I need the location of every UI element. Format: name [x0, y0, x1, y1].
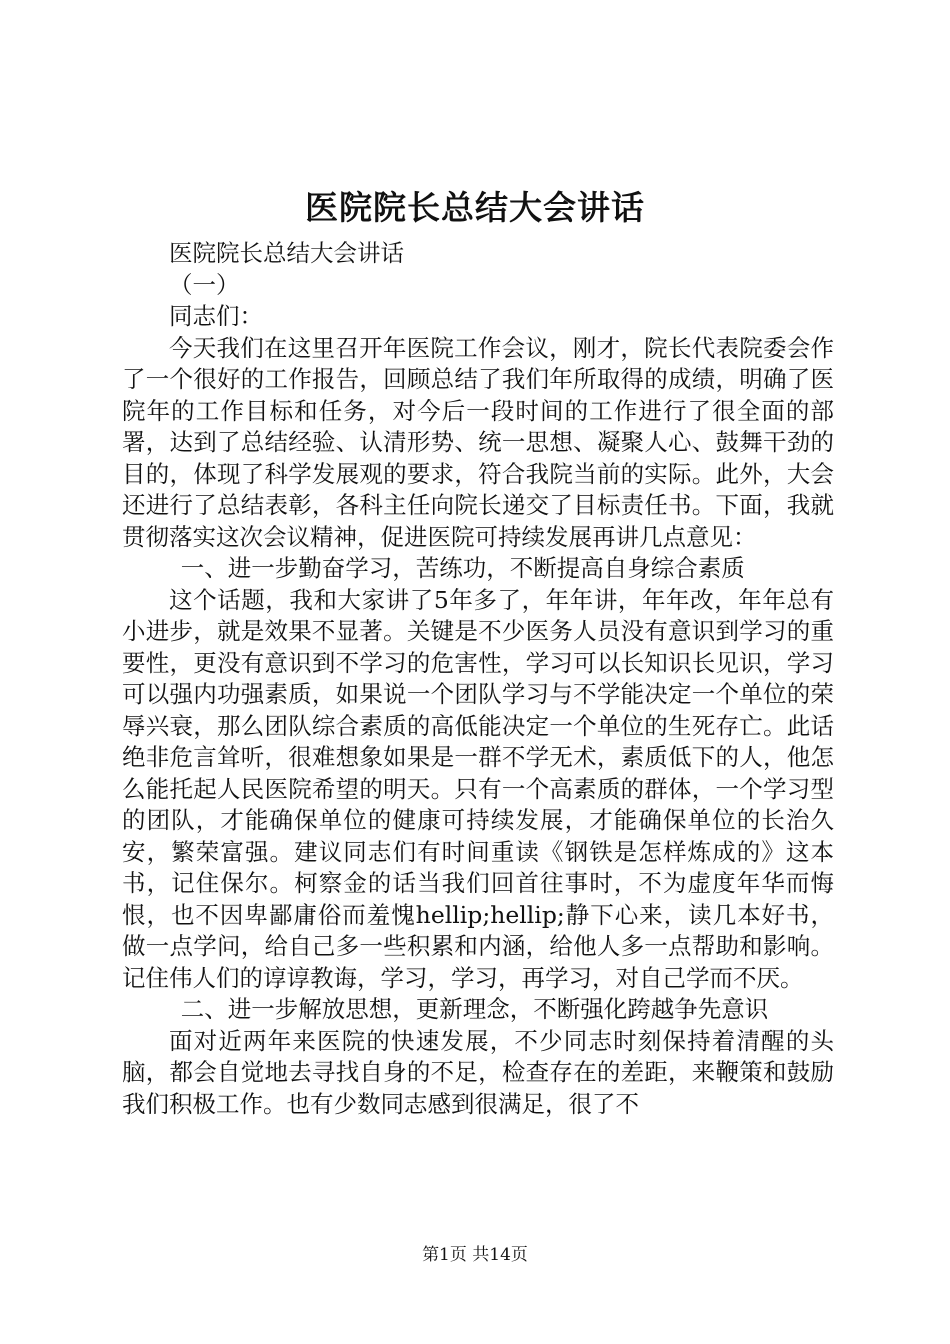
body-paragraph: 面对近两年来医院的快速发展，不少同志时刻保持着清醒的头脑，都会自觉地去寻找自身的不足，检查存在的差距，来鞭策和鼓励我们积极工作。也有少数同志感到很满足，很了不	[122, 1026, 834, 1118]
salutation: 同志们：	[169, 302, 263, 330]
page-number-footer: 第1页 共14页	[422, 1245, 528, 1265]
section-heading: 二、进一步解放思想，更新理念，不断强化跨越争先意识	[180, 995, 769, 1023]
body-paragraph: 今天我们在这里召开年医院工作会议，刚才，院长代表院委会作了一个很好的工作报告，回顾总结了我们年所取得的成绩，明确了医院年的工作目标和任务，对今后一段时间的工作进行了很全面的部署，达到了总结经验、认清形势、统一思想、凝聚人心、鼓舞干劲的目的，体现了科学发展观的要求，符合我院当前的实际。此外，大会还进行了总结表彰，各科主任向院长递交了目标责任书。下面，我就贯彻落实这次会议精神，促进医院可持续发展再讲几点意见：	[122, 333, 834, 551]
document-title: 医院院长总结大会讲话	[305, 188, 645, 227]
section-heading: 一、进一步勤奋学习，苦练功，不断提高自身综合素质	[180, 554, 745, 582]
section-number: （一）	[169, 270, 240, 299]
body-paragraph: 这个话题，我和大家讲了5年多了，年年讲，年年改，年年总有小进步，就是效果不显著。关键是不少医务人员没有意识到学习的重要性，更没有意识到不学习的危害性，学习可以长知识长见识，学习可以强内功强素质，如果说一个团队学习与不学能决定一个单位的荣辱兴衰，那么团队综合素质的高低能决定一个单位的生死存亡。此话绝非危言耸听，很难想象如果是一群不学无术，素质低下的人，他怎么能托起人民医院希望的明天。只有一个高素质的群体，一个学习型的团队，才能确保单位的健康可持续发展，才能确保单位的长治久安，繁荣富强。建议同志们有时间重读《钢铁是怎样炼成的》这本书，记住保尔。柯察金的话当我们回首往事时，不为虚度年华而悔恨，也不因卑鄙庸俗而羞愧hellip;hellip;静下心来，读几本好书，做一点学问，给自己多一些积累和内涵，给他人多一点帮助和影响。记住伟人们的谆谆教诲，学习，学习，再学习，对自己学而不厌。	[122, 585, 834, 992]
subtitle-paragraph: 医院院长总结大会讲话	[169, 239, 404, 267]
document-body	[122, 238, 834, 1120]
